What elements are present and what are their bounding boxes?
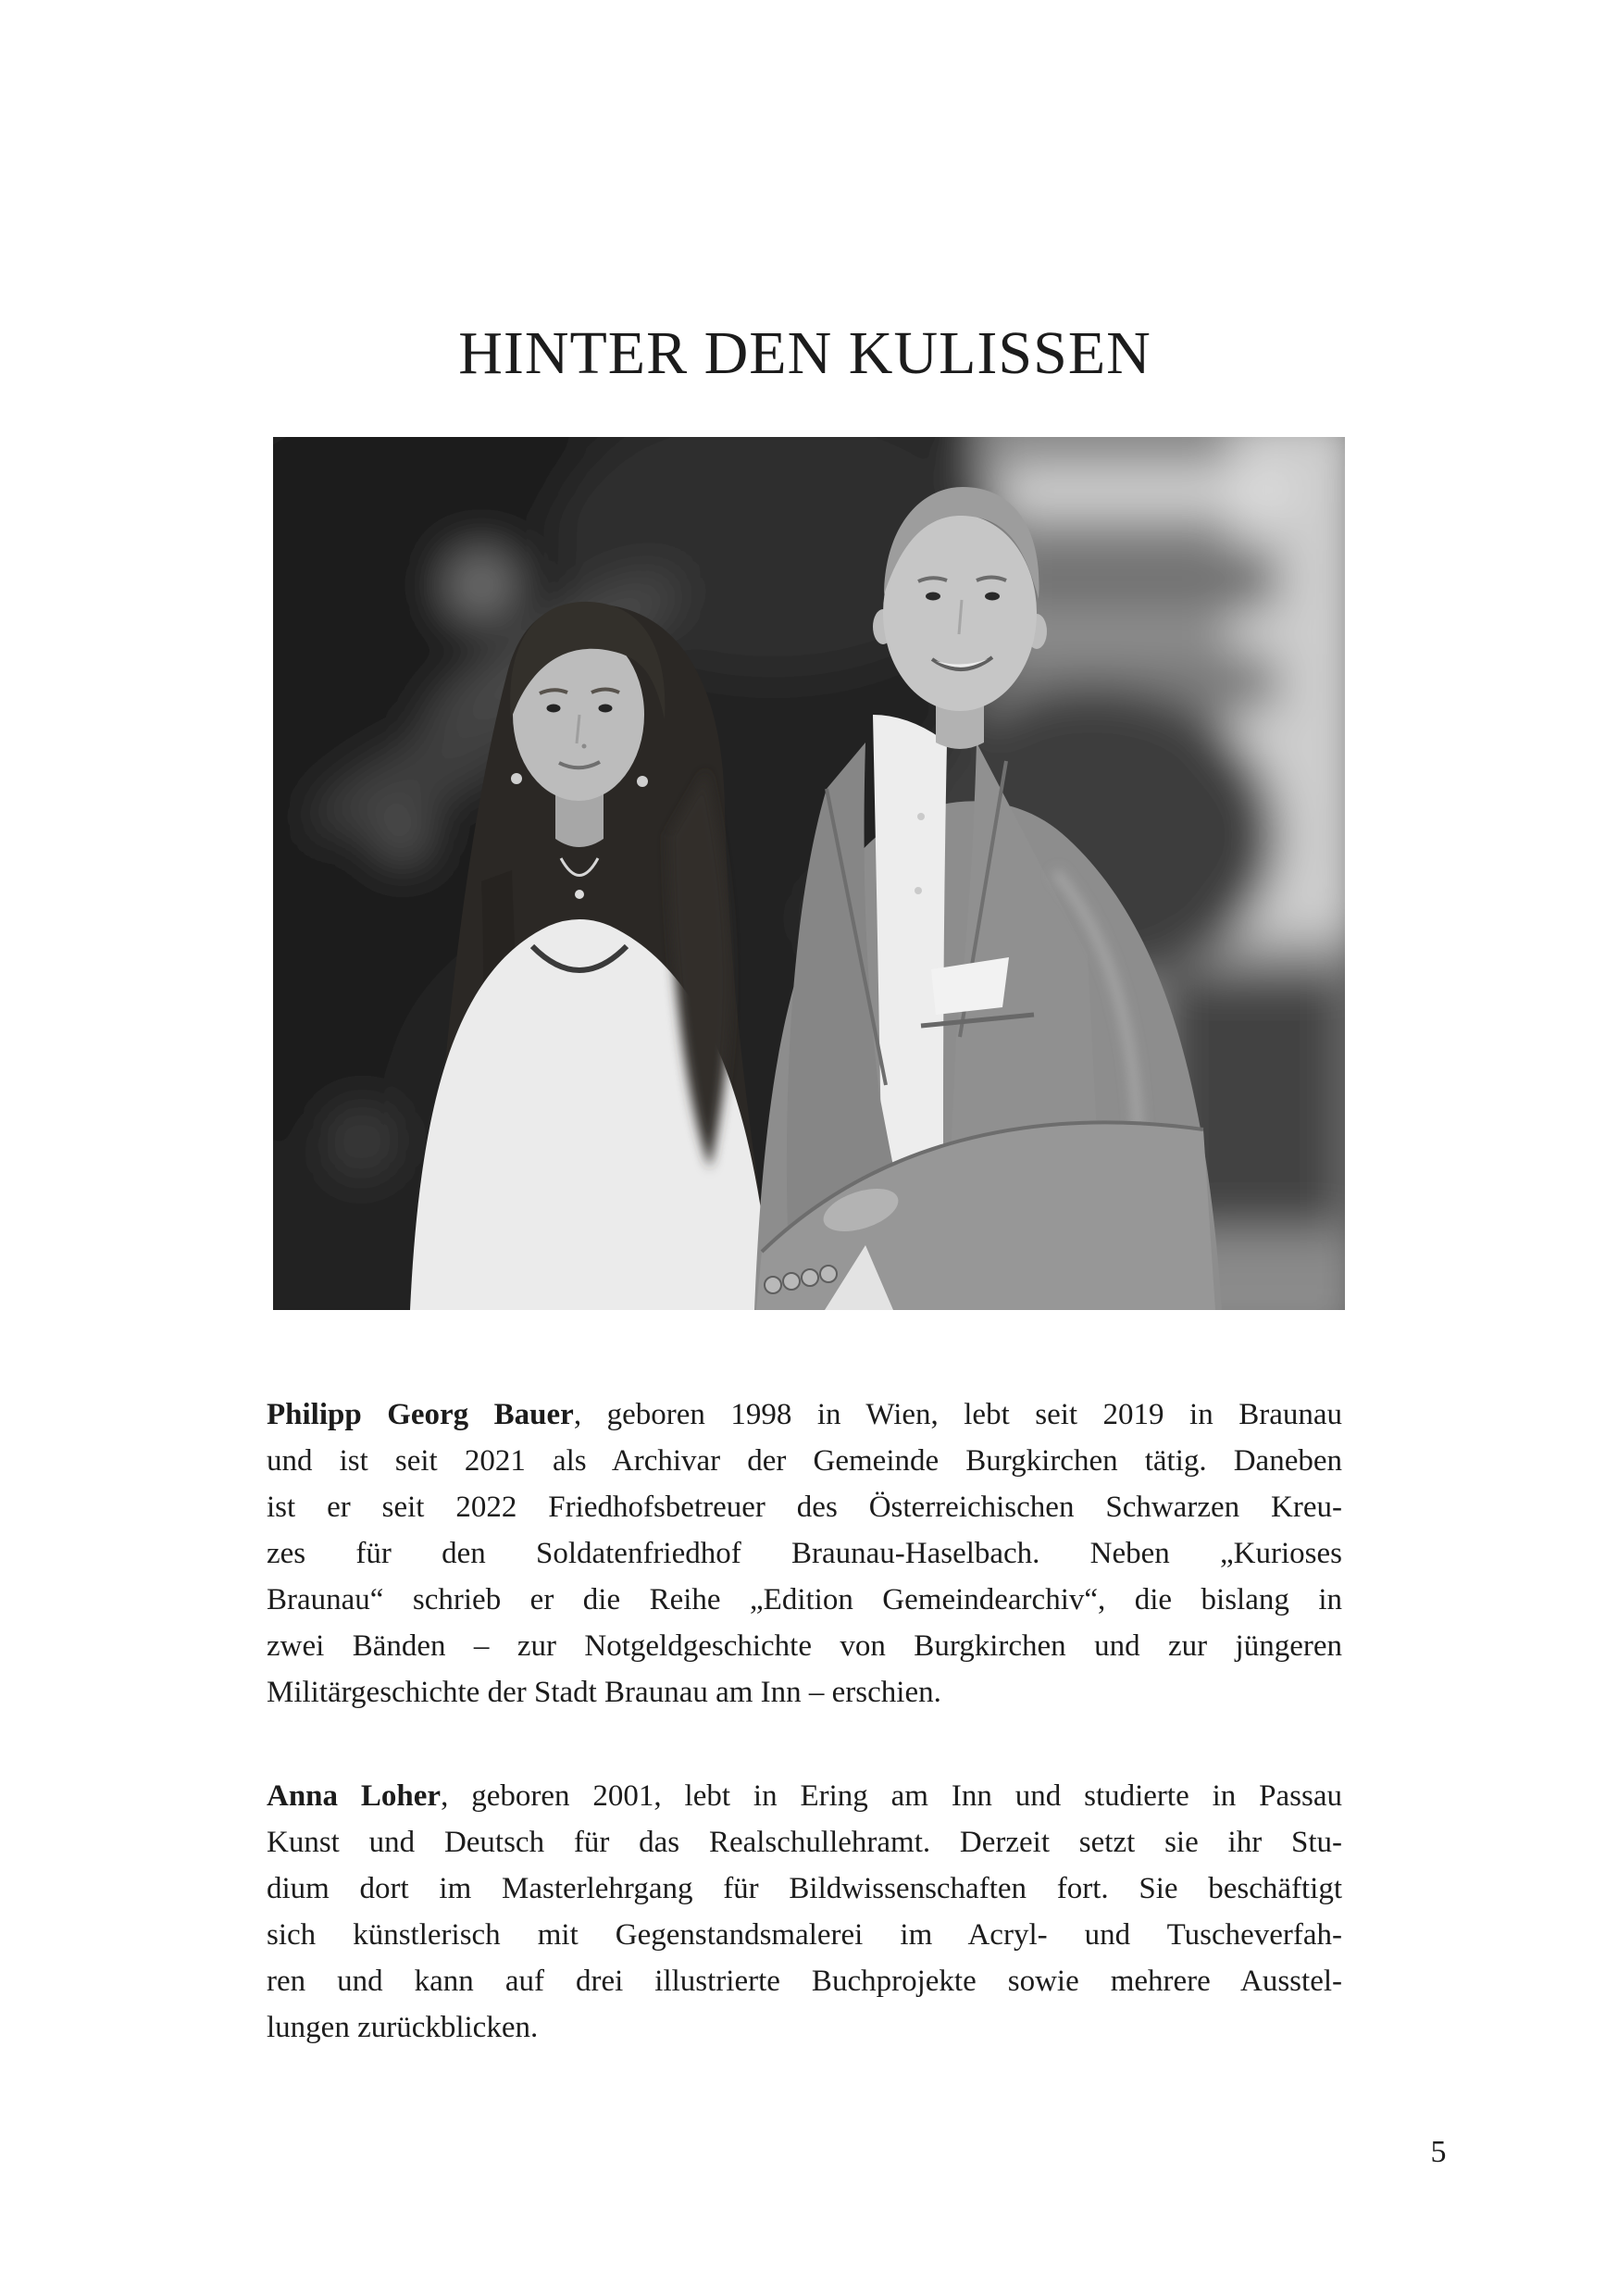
- bio-line: Philipp Georg Bauer, geboren 1998 in Wien, lebt seit 2019 in Braunau: [267, 1398, 1342, 1431]
- author-name: Anna Loher: [267, 1779, 442, 1813]
- page-number: 5: [1430, 2135, 1447, 2169]
- page-title: HINTER DEN KULISSEN: [458, 319, 1151, 388]
- bio-line: lungen zurückblicken.: [267, 2011, 539, 2044]
- bio-line: und ist seit 2021 als Archivar der Gemeinde Burgkirchen tätig. Daneben: [267, 1444, 1342, 1478]
- bio-line: Militärgeschichte der Stadt Braunau am Inn – erschien.: [267, 1676, 941, 1709]
- bio-paragraph: [267, 1391, 1342, 1716]
- bio-line: Anna Loher, geboren 2001, lebt in Ering am Inn und studierte in Passau: [267, 1779, 1343, 1813]
- bio-paragraph: [267, 1773, 1342, 2051]
- bio-paragraphs: [267, 1391, 1342, 2051]
- bio-line: sich künstlerisch mit Gegenstandsmalerei im Acryl- und Tuscheverfah-: [267, 1918, 1342, 1952]
- bio-line: ist er seit 2022 Friedhofsbetreuer des Österreichischen Schwarzen Kreu-: [267, 1491, 1342, 1524]
- bio-line: zes für den Soldatenfriedhof Braunau-Haselbach. Neben „Kurioses: [267, 1537, 1342, 1570]
- author-name: Philipp Georg Bauer: [267, 1398, 574, 1431]
- bio-line: dium dort im Masterlehrgang für Bildwissenschaften fort. Sie beschäftigt: [267, 1872, 1342, 1905]
- bio-line: zwei Bänden – zur Notgeldgeschichte von Burgkirchen und zur jüngeren: [267, 1629, 1342, 1663]
- bio-line: ren und kann auf drei illustrierte Buchprojekte sowie mehrere Ausstel-: [267, 1965, 1342, 1998]
- authors-photo: [273, 437, 1345, 1310]
- bio-line: Kunst und Deutsch für das Realschullehramt. Derzeit setzt sie ihr Stu-: [267, 1826, 1342, 1859]
- bio-line: Braunau“ schrieb er die Reihe „Edition Gemeindearchiv“, die bislang in: [267, 1583, 1342, 1616]
